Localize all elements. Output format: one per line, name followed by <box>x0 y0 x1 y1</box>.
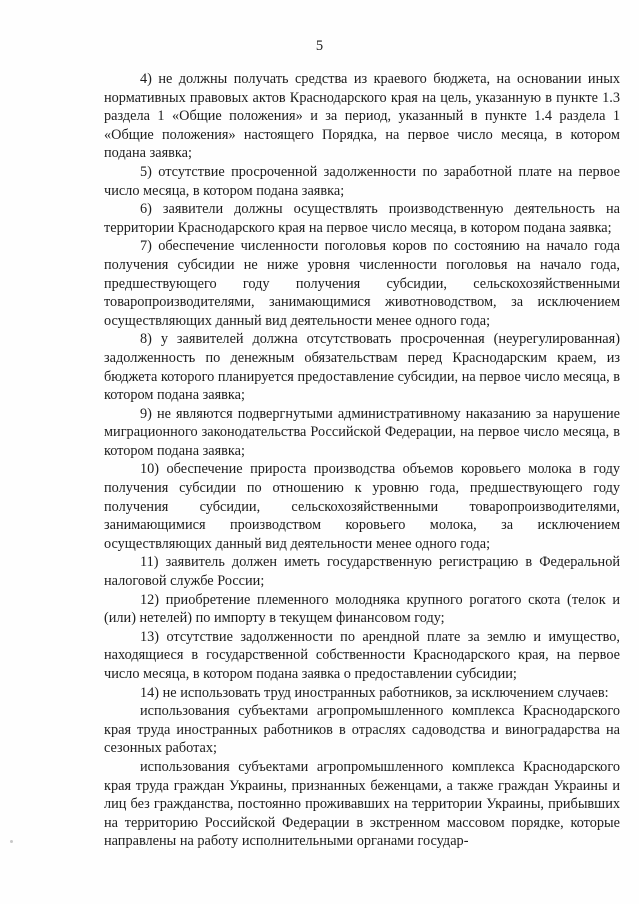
scan-dot <box>10 840 13 843</box>
paragraph-item-14: 14) не использовать труд иностранных работников, за исключением случаев: <box>140 684 609 701</box>
paragraph-item-13: 13) отсутствие задолженности по арендной плате за землю и имущество, находящиеся в государственной собственности Краснодарского края, на первое число месяца, в котором подана заявка о предоставлении субсидии; <box>104 628 620 682</box>
page-number: 5 <box>315 38 324 54</box>
paragraph-item-5: 5) отсутствие просроченной задолженности по заработной плате на первое число месяца, в котором подана заявка; <box>104 163 620 199</box>
document-body <box>104 70 620 851</box>
paragraph-exception-seasonal: использования субъектами агропромышленного комплекса Краснодарского края труда иностранных работников в отраслях садоводства и виноградарства на сезонных работах; <box>104 703 620 757</box>
paragraph-item-10: 10) обеспечение прироста производства объемов коровьего молока в году получения субсидии по отношению к уровню года, предшествующего году получения субсидии, сельскохозяйственными товаропроизводителями, занимающимися производством коровьего молока, за исключением осуществляющих данный вид деятельности менее одного года; <box>104 461 620 552</box>
paragraph-exception-ukraine: использования субъектами агропромышленного комплекса Краснодарского края труда граждан Украины, признанных беженцами, а также граждан Украины и лиц без гражданства, постоянно проживавших на территории Украины, прибывших на территорию Российской Федерации в экстренном массовом порядке, которые направлены на работу исполнительными органами государ- <box>104 758 620 850</box>
paragraph-item-11: 11) заявитель должен иметь государственную регистрацию в Федеральной налоговой службе России; <box>104 554 620 590</box>
paragraph-item-12: 12) приобретение племенного молодняка крупного рогатого скота (телок и (или) нетелей) по импорту в текущем финансовом году; <box>104 591 620 627</box>
paragraph-item-9: 9) не являются подвергнутыми административному наказанию за нарушение миграционного законодательства Российской Федерации, на первое число месяца, в котором подана заявка; <box>104 405 620 459</box>
paragraph-item-8: 8) у заявителей должна отсутствовать просроченная (неурегулированная) задолженность по денежным обязательствам перед Краснодарским краем, из бюджета которого планируется предоставление субсидии, на первое число месяца, в котором подана заявка; <box>104 331 620 404</box>
paragraph-item-4: 4) не должны получать средства из краевого бюджета, на основании иных нормативных правовых актов Краснодарского края на цель, указанную в пункте 1.3 раздела 1 «Общие положения» и за период, указанный в пункте 1.4 раздела 1 «Общие положения» настоящего Порядка, на первое число месяца, в котором подана заявка; <box>104 71 620 162</box>
paragraph-item-7: 7) обеспечение численности поголовья коров по состоянию на начало года получения субсидии не ниже уровня численности поголовья на начало года, предшествующего году получения субсидии, сельскохозяйственными товаропроизводителями, занимающимися животноводством, за исключением осуществляющих данный вид деятельности менее одного года; <box>104 238 620 329</box>
paragraph-item-6: 6) заявители должны осуществлять производственную деятельность на территории Краснодарского края на первое число месяца, в котором подана заявка; <box>104 201 620 236</box>
